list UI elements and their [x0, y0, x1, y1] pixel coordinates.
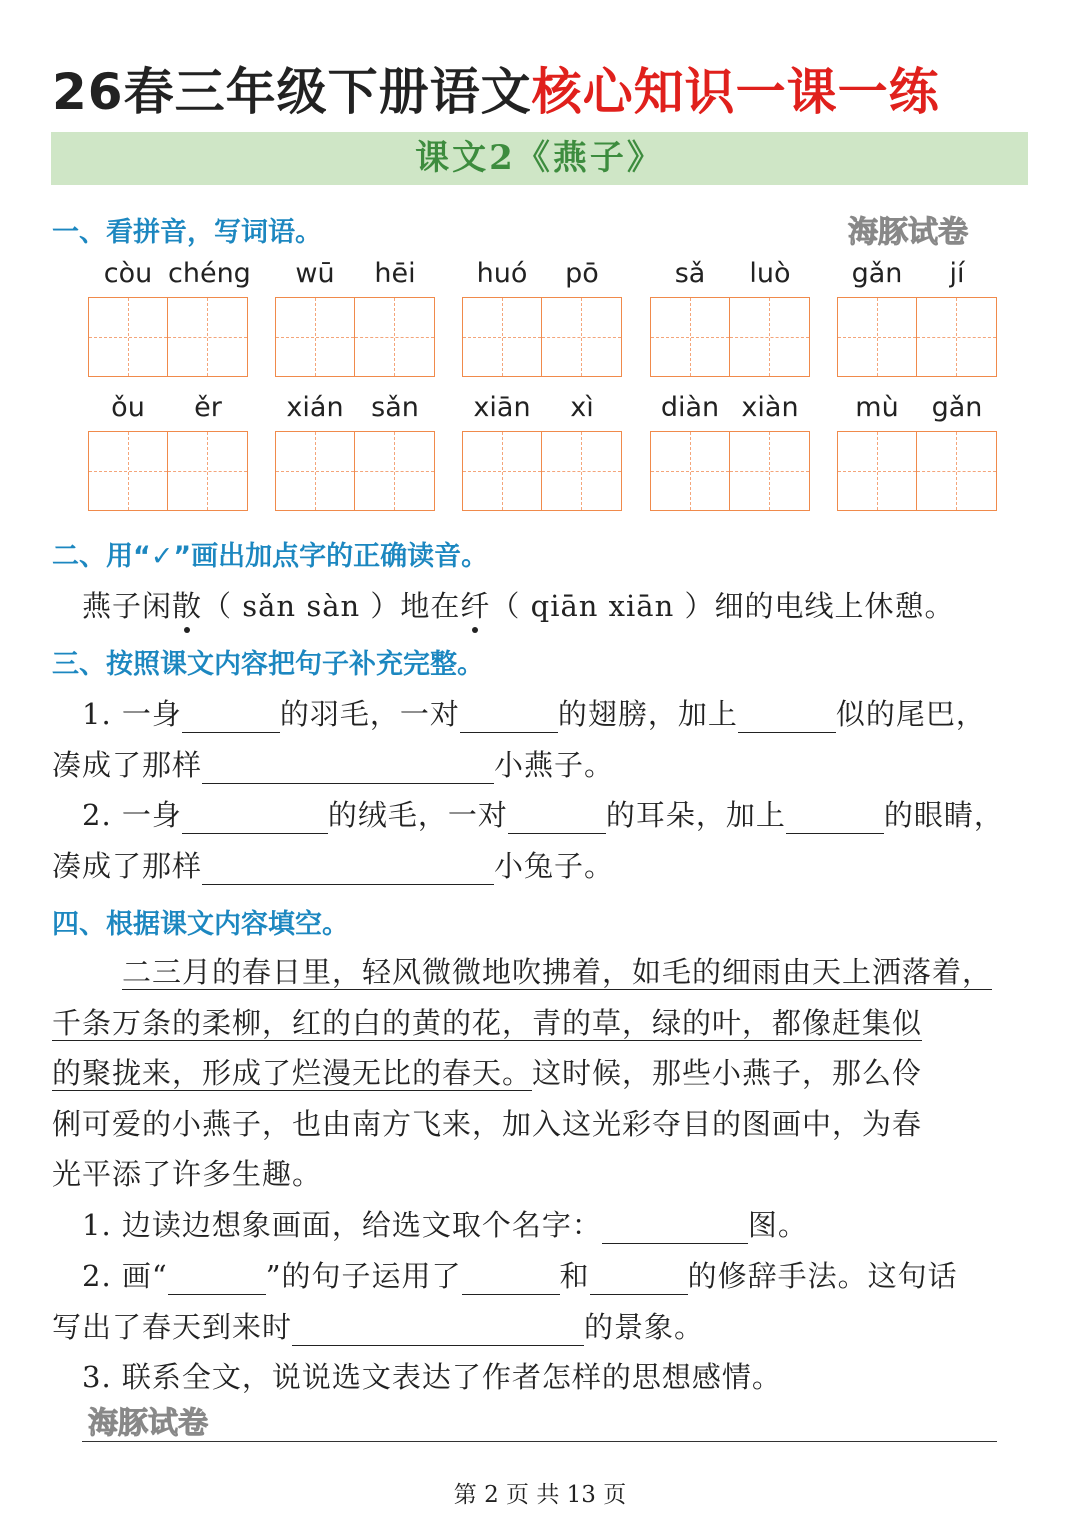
tian-cell[interactable]	[355, 432, 434, 510]
blank[interactable]	[462, 1264, 560, 1295]
text: ”的句子运用了	[265, 1259, 462, 1293]
passage-text: 光平添了许多生趣。	[52, 1157, 323, 1191]
watermark: 海豚试卷	[848, 215, 968, 250]
text: 2. 一身	[82, 798, 182, 832]
text: 的景象。	[584, 1310, 705, 1344]
text: 的眼睛，	[883, 798, 1004, 832]
text: 的翅膀，加上	[557, 697, 738, 731]
question-3: 3. 联系全文，说说选文表达了作者怎样的思想感情。	[82, 1360, 782, 1394]
pinyin-label: ǒu	[111, 392, 145, 423]
blank[interactable]	[182, 803, 328, 834]
text: 1. 边读边想象画面，给选文取个名字：	[82, 1208, 602, 1242]
pinyin-label: xiān	[473, 392, 531, 423]
pinyin-label: gǎn	[931, 392, 983, 423]
tian-cell[interactable]	[730, 432, 809, 510]
writing-box[interactable]	[88, 431, 248, 511]
blank[interactable]	[738, 702, 836, 733]
tian-cell[interactable]	[463, 298, 542, 376]
tian-cell[interactable]	[89, 298, 168, 376]
tian-cell[interactable]	[463, 432, 542, 510]
pinyin-label: wū	[295, 258, 335, 289]
writing-box[interactable]	[837, 431, 997, 511]
tian-cell[interactable]	[542, 432, 621, 510]
pinyin-label: sǎn	[371, 392, 419, 423]
section-3-heading: 三、按照课文内容把句子补充完整。	[52, 649, 484, 680]
pinyin-label: huó	[476, 258, 528, 289]
sentence-line	[82, 793, 1004, 834]
writing-box[interactable]	[275, 431, 435, 511]
writing-box[interactable]	[650, 297, 810, 377]
tian-cell[interactable]	[651, 432, 730, 510]
writing-box[interactable]	[462, 431, 622, 511]
text: 似的尾巴，	[835, 697, 986, 731]
sentence-line	[82, 692, 986, 733]
section-2-heading: 二、用“✓”画出加点字的正确读音。	[52, 541, 489, 572]
pinyin-label: pō	[565, 258, 599, 289]
reading-question	[82, 584, 954, 625]
pinyin-label: xián	[286, 392, 344, 423]
pinyin-label: chéng	[168, 258, 251, 289]
writing-box[interactable]	[837, 297, 997, 377]
pinyin-label: mù	[855, 392, 899, 423]
tian-cell[interactable]	[542, 298, 621, 376]
underlined-passage: 千条万条的柔柳，红的白的黄的花，青的草，绿的叶，都像赶集似	[52, 1006, 923, 1040]
blank[interactable]	[508, 803, 606, 834]
page-number: 第 2 页 共 13 页	[453, 1482, 627, 1508]
tian-cell[interactable]	[917, 298, 996, 376]
tian-cell[interactable]	[89, 432, 168, 510]
text: 图。	[747, 1208, 808, 1242]
pinyin-options-1[interactable]: （ sǎn sàn ）地在	[202, 589, 461, 623]
tian-cell[interactable]	[355, 298, 434, 376]
text: 1. 一身	[82, 697, 182, 731]
pinyin-label: diàn	[660, 392, 720, 423]
title-black: 26春三年级下册语文	[52, 63, 532, 121]
text: 写出了春天到来时	[52, 1310, 293, 1344]
pinyin-label: jí	[949, 258, 965, 289]
pinyin-label: xì	[570, 392, 594, 423]
blank[interactable]	[292, 1315, 584, 1346]
pinyin-label: luò	[749, 258, 791, 289]
blank[interactable]	[786, 803, 884, 834]
tian-cell[interactable]	[276, 432, 355, 510]
blank[interactable]	[168, 1264, 266, 1295]
pinyin-label: gǎn	[851, 258, 903, 289]
writing-box[interactable]	[650, 431, 810, 511]
underlined-passage: 二三月的春日里，轻风微微地吹拂着，如毛的细雨由天上洒落着，	[122, 955, 993, 989]
passage-text: 俐可爱的小燕子，也由南方飞来，加入这光彩夺目的图画中，为春	[52, 1107, 923, 1141]
footer-divider	[82, 1441, 997, 1442]
question-2	[82, 1254, 958, 1295]
tian-cell[interactable]	[730, 298, 809, 376]
tian-cell[interactable]	[276, 298, 355, 376]
text: 的修辞手法。这句话	[687, 1259, 958, 1293]
section-4-heading: 四、根据课文内容填空。	[52, 909, 349, 940]
sentence-line	[52, 844, 614, 885]
tian-cell[interactable]	[168, 298, 247, 376]
text: 小燕子。	[494, 748, 615, 782]
pinyin-label: xiàn	[741, 392, 799, 423]
tian-cell[interactable]	[651, 298, 730, 376]
writing-box[interactable]	[88, 297, 248, 377]
pinyin-label: ěr	[194, 392, 222, 423]
pinyin-label: hēi	[374, 258, 416, 289]
text: 的羽毛，一对	[279, 697, 460, 731]
section-1-heading: 一、看拼音，写词语。	[52, 217, 322, 248]
dotted-char: 纤	[460, 589, 491, 623]
writing-box[interactable]	[275, 297, 435, 377]
text: 2. 画“	[82, 1259, 168, 1293]
text: 燕子闲	[82, 589, 173, 623]
blank[interactable]	[460, 702, 558, 733]
blank[interactable]	[202, 854, 494, 885]
pinyin-options-2[interactable]: （ qiān xiān ）细的电线上休憩。	[490, 589, 955, 623]
blank[interactable]	[182, 702, 280, 733]
pinyin-label: còu	[103, 258, 153, 289]
text: 的绒毛，一对	[327, 798, 508, 832]
lesson-banner: 课文2《燕子》	[51, 132, 1028, 185]
underlined-passage: 的聚拢来，形成了烂漫无比的春天。	[52, 1056, 533, 1090]
passage-text: 这时候，那些小燕子，那么伶	[532, 1056, 923, 1090]
pinyin-label: sǎ	[674, 258, 706, 289]
tian-cell[interactable]	[838, 298, 917, 376]
text: 的耳朵，加上	[605, 798, 786, 832]
tian-cell[interactable]	[168, 432, 247, 510]
blank[interactable]	[590, 1264, 688, 1295]
blank[interactable]	[602, 1213, 748, 1244]
text: 凑成了那样	[52, 849, 203, 883]
writing-box[interactable]	[462, 297, 622, 377]
blank[interactable]	[202, 753, 494, 784]
text: 和	[559, 1259, 590, 1293]
title-red: 核心知识一课一练	[531, 63, 940, 121]
question-1	[82, 1203, 808, 1244]
text: 小兔子。	[494, 849, 615, 883]
page-title	[52, 52, 940, 124]
dotted-char: 散	[172, 589, 203, 623]
tian-cell[interactable]	[917, 432, 996, 510]
question-2-cont	[52, 1305, 704, 1346]
text: 凑成了那样	[52, 748, 203, 782]
sentence-line	[52, 743, 614, 784]
tian-cell[interactable]	[838, 432, 917, 510]
watermark: 海豚试卷	[88, 1406, 208, 1441]
